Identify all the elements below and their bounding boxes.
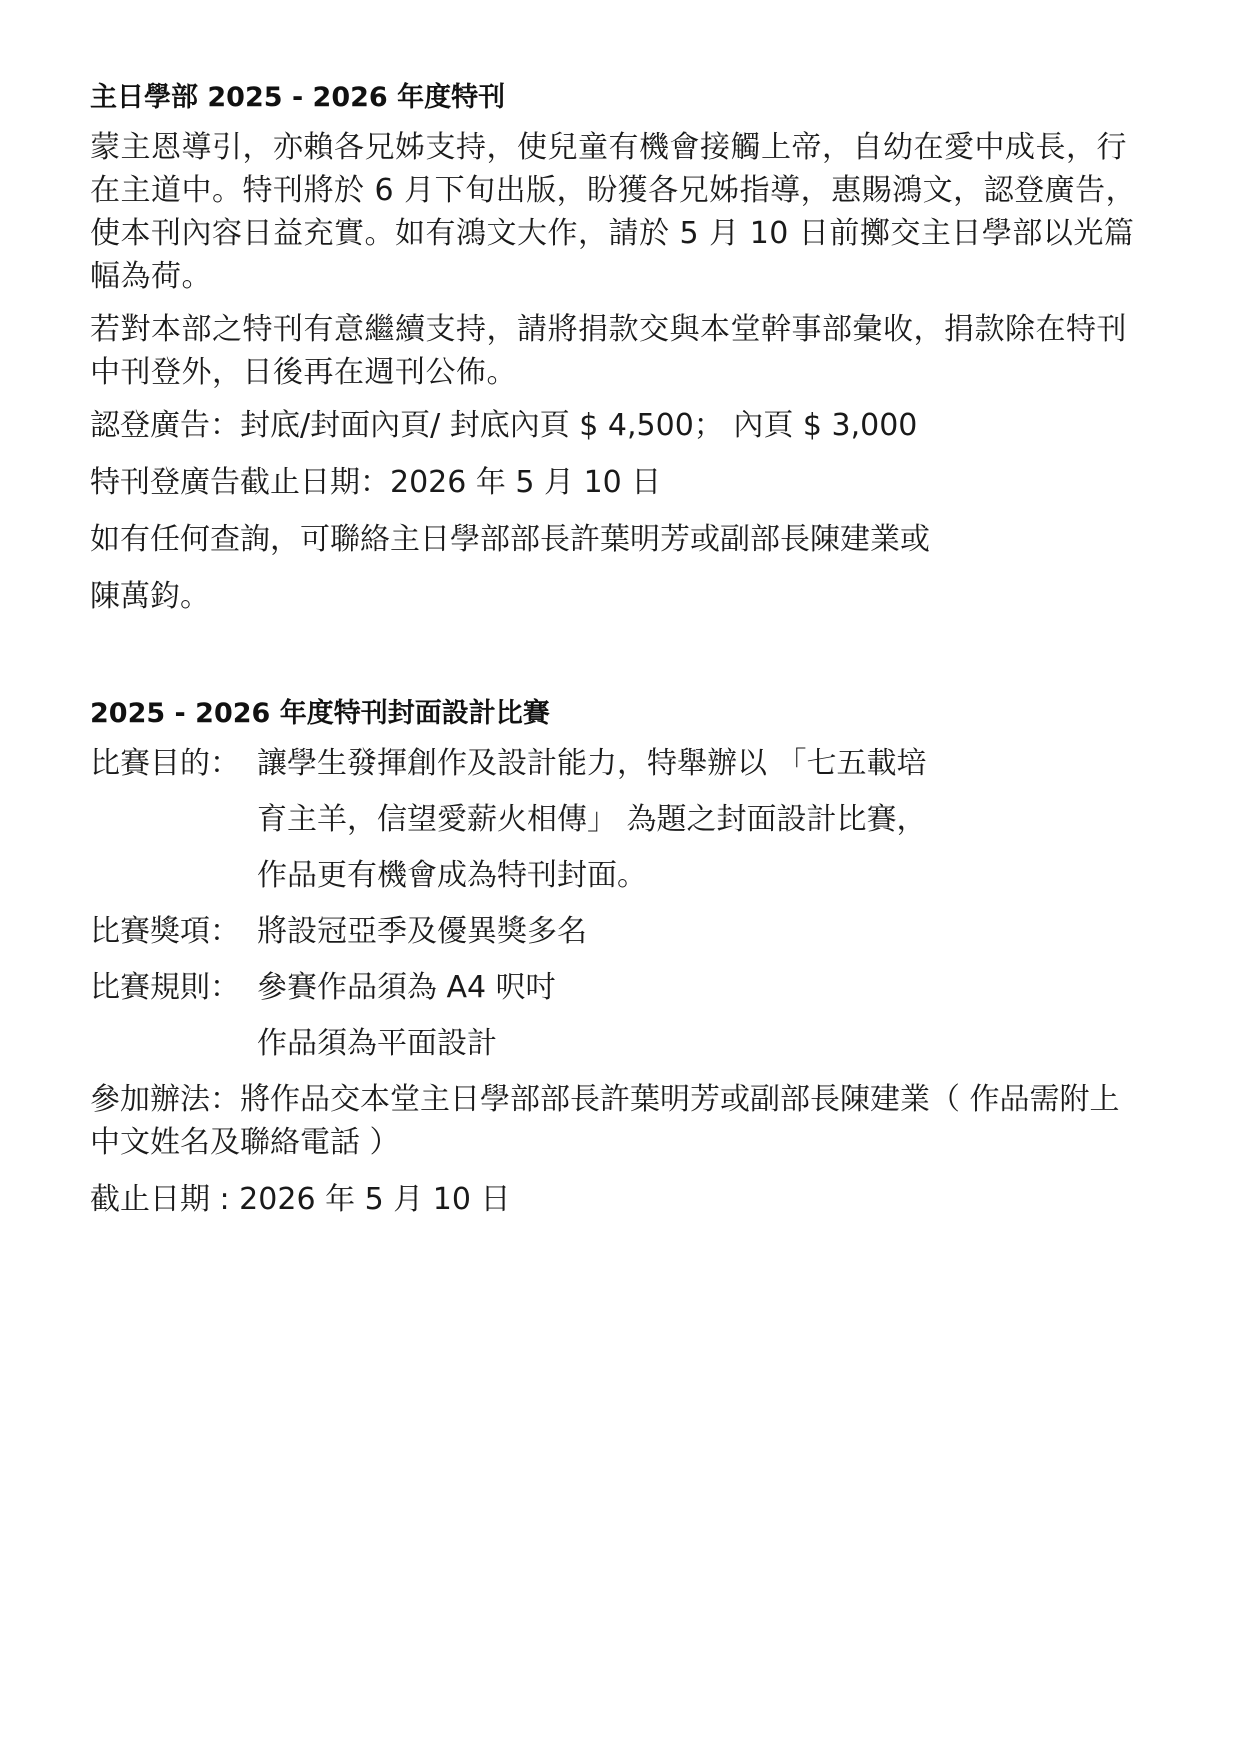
rules-label: 比賽規則：: [90, 970, 240, 1005]
contact-line: 如有任何查詢，可聯絡主日學部部長許葉明芳或副部長陳建業或: [90, 522, 930, 557]
competition-prizes: [90, 910, 1140, 953]
competition-rules: [90, 966, 1140, 1065]
section2-title: 2025 - 2026 年度特刊封面設計比賽: [90, 698, 550, 729]
prize-value: 將設冠亞季及優異獎多名: [257, 914, 587, 949]
contact-line-continued: 陳萬鈞。: [90, 579, 210, 614]
purpose-label: 比賽目的：: [90, 746, 240, 781]
rules-line: 作品須為平面設計: [257, 1026, 497, 1061]
rules-line: 參賽作品須為 A4 呎吋: [257, 970, 556, 1005]
purpose-line: 作品更有機會成為特刊封面。: [257, 858, 647, 893]
donation-paragraph: 若對本部之特刊有意繼續支持，請將捐款交與本堂幹事部彙收，捐款除在特刊中刊登外，日後再在週刊公佈。: [90, 312, 1127, 390]
competition-purpose: [90, 742, 1140, 897]
section1-title: 主日學部 2025 - 2026 年度特刊: [90, 82, 506, 113]
participation-method: 參加辦法：將作品交本堂主日學部部長許葉明芳或副部長陳建業（ 作品需附上中文姓名及聯絡電話 ）: [90, 1082, 1120, 1160]
ad-deadline-line: 特刊登廣告截止日期：2026 年 5 月 10 日: [90, 465, 662, 500]
intro-paragraph: 蒙主恩導引，亦賴各兄姊支持，使兒童有機會接觸上帝，自幼在愛中成長，行在主道中。特刊將於 6 月下旬出版，盼獲各兄姊指導，惠賜鴻文，認登廣告，使本刊內容日益充實。如有鴻文大作，請於 5 月 10 日前擲交主日學部以光篇幅為荷。: [90, 130, 1137, 294]
purpose-line: 讓學生發揮創作及設計能力，特舉辦以 「七五載培: [257, 746, 927, 781]
section-spacer: [90, 632, 1140, 694]
rules-value: [257, 966, 1140, 1065]
purpose-value: [257, 742, 1140, 897]
document-page: [90, 78, 1140, 1235]
ad-rates-line: 認登廣告：封底/封面內頁/ 封底內頁 $ 4,500； 內頁 $ 3,000: [90, 408, 918, 443]
purpose-line: 育主羊，信望愛薪火相傳」 為題之封面設計比賽，: [257, 802, 927, 837]
competition-deadline: 截止日期 : 2026 年 5 月 10 日: [90, 1182, 511, 1217]
prize-label: 比賽獎項：: [90, 914, 240, 949]
